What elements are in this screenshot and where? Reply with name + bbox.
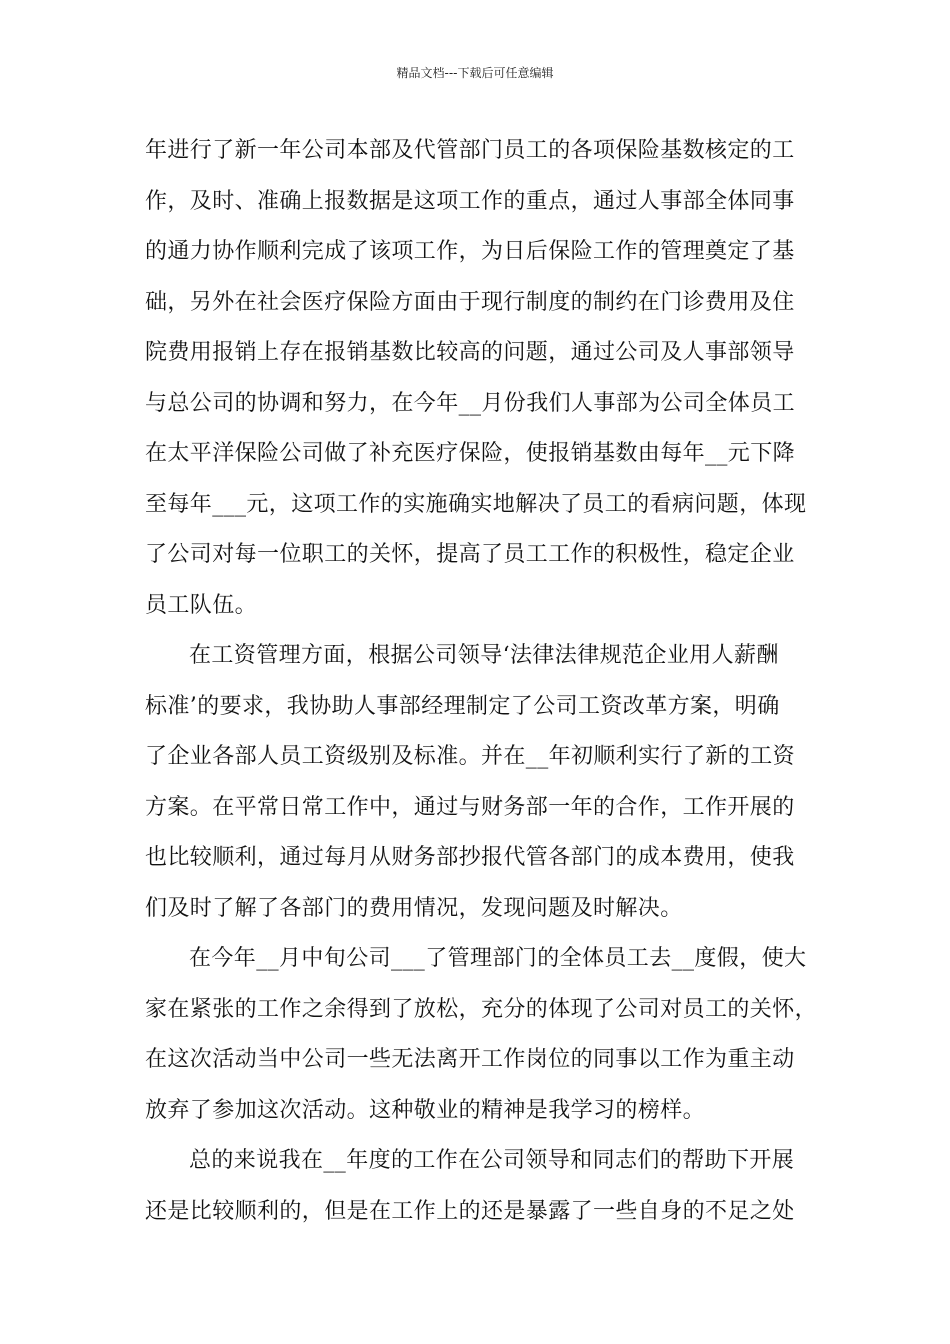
text-line: 在工资管理方面，根据公司领导‘法律法律规范企业用人薪酬 xyxy=(189,643,779,668)
text-line: 至每年___元，这项工作的实施确实地解决了员工的看病问题，体现 xyxy=(145,491,807,517)
text-line: 了公司对每一位职工的关怀，提高了员工工作的积极性，稳定企业 xyxy=(145,542,795,567)
page-header: 精品文档---下载后可任意编辑 xyxy=(396,66,554,80)
text-line: 员工队伍。 xyxy=(145,592,258,618)
text-line: 标准’的要求，我协助人事部经理制定了公司工资改革方案，明确 xyxy=(145,693,780,719)
paragraph xyxy=(145,631,807,934)
text-line: 在这次活动当中公司一些无法离开工作岗位的同事以工作为重主动 xyxy=(145,1047,795,1072)
text-line: 家在紧张的工作之余得到了放松，充分的体现了公司对员工的关怀， xyxy=(145,996,818,1022)
text-line: 在太平洋保险公司做了补充医疗保险，使报销基数由每年__元下降 xyxy=(145,441,796,466)
paragraph xyxy=(145,126,807,631)
text-line: 础，另外在社会医疗保险方面由于现行制度的制约在门诊费用及住 xyxy=(145,289,795,315)
text-line: 了企业各部人员工资级别及标准。并在__年初顺利实行了新的工资 xyxy=(145,744,796,769)
text-line: 总的来说我在__年度的工作在公司领导和同志们的帮助下开展 xyxy=(189,1148,795,1173)
text-line: 与总公司的协调和努力，在今年__月份我们人事部为公司全体员工 xyxy=(145,390,796,416)
text-line: 年进行了新一年公司本部及代管部门员工的各项保险基数核定的工 xyxy=(145,138,795,163)
text-line: 还是比较顺利的，但是在工作上的还是暴露了一些自身的不足之处 xyxy=(145,1198,795,1224)
text-line: 在今年__月中旬公司___了管理部门的全体员工去__度假，使大 xyxy=(189,946,807,971)
text-line: 们及时了解了各部门的费用情况，发现问题及时解决。 xyxy=(145,895,683,921)
paragraph xyxy=(145,934,818,1136)
text-line: 也比较顺利，通过每月从财务部抄报代管各部门的成本费用，使我 xyxy=(145,845,795,870)
text-line: 作，及时、准确上报数据是这项工作的重点，通过人事部全体同事 xyxy=(145,188,795,214)
document-body xyxy=(145,126,818,1237)
text-line: 放弃了参加这次活动。这种敬业的精神是我学习的榜样。 xyxy=(145,1097,706,1123)
text-line: 方案。在平常日常工作中，通过与财务部一年的合作，工作开展的 xyxy=(145,794,795,820)
text-line: 的通力协作顺利完成了该项工作，为日后保险工作的管理奠定了基 xyxy=(145,239,795,264)
text-line: 院费用报销上存在报销基数比较高的问题，通过公司及人事部领导 xyxy=(145,340,795,365)
paragraph xyxy=(145,1136,807,1237)
